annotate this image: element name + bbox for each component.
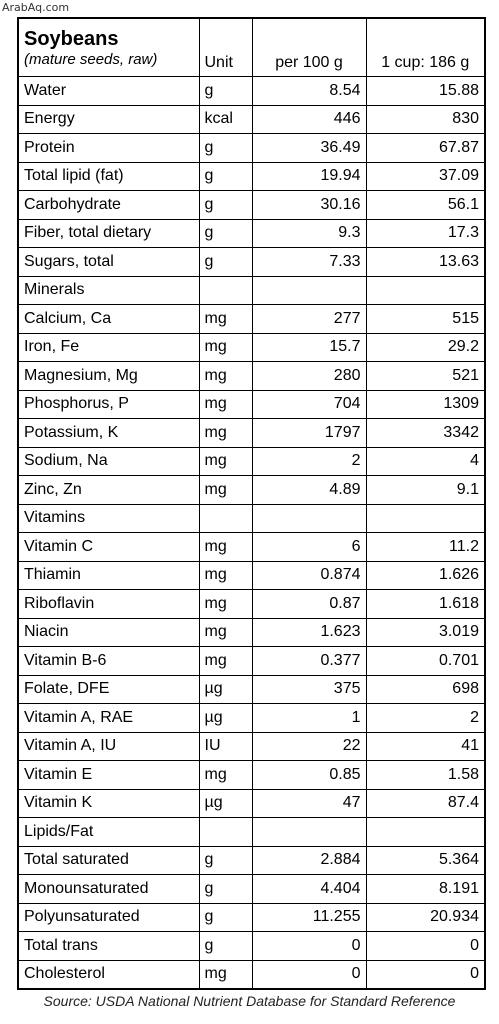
nutrient-name-cell: Fiber, total dietary [18,219,199,248]
table-row [18,590,485,619]
cup-value-cell: 3342 [366,419,485,448]
unit-cell [199,818,252,847]
cup-value-cell: 521 [366,362,485,391]
per100-value-cell: 280 [252,362,366,391]
unit-cell: mg [199,590,252,619]
cup-value-cell: 67.87 [366,134,485,163]
unit-cell: g [199,932,252,961]
nutrient-name-cell: Cholesterol [18,960,199,989]
nutrient-name-cell: Calcium, Ca [18,305,199,334]
cup-value-cell: 17.3 [366,219,485,248]
cup-value-cell: 56.1 [366,191,485,220]
per100-value-cell: 2.884 [252,846,366,875]
unit-cell: g [199,134,252,163]
table-row [18,447,485,476]
unit-cell: mg [199,390,252,419]
table-row [18,134,485,163]
cup-value-cell: 37.09 [366,162,485,191]
cup-value-cell: 1.58 [366,761,485,790]
cup-value-cell: 20.934 [366,903,485,932]
table-row [18,618,485,647]
table-row [18,162,485,191]
nutrient-name-cell: Phosphorus, P [18,390,199,419]
per100-value-cell [252,504,366,533]
nutrient-name-cell: Sodium, Na [18,447,199,476]
table-row [18,105,485,134]
title-cell [18,18,199,77]
table-row [18,818,485,847]
cup-value-cell: 0 [366,932,485,961]
cup-value-cell: 0.701 [366,647,485,676]
table-header-row [18,18,485,77]
table-row [18,191,485,220]
table-row [18,903,485,932]
unit-column-header: Unit [199,18,252,77]
table-row [18,276,485,305]
table-row [18,846,485,875]
table-row [18,789,485,818]
nutrient-name-cell: Lipids/Fat [18,818,199,847]
unit-cell: g [199,903,252,932]
unit-cell: g [199,248,252,277]
unit-cell: mg [199,960,252,989]
unit-cell: mg [199,362,252,391]
nutrient-name-cell: Potassium, K [18,419,199,448]
per100-value-cell: 446 [252,105,366,134]
nutrient-name-cell: Vitamin B-6 [18,647,199,676]
unit-cell: kcal [199,105,252,134]
unit-cell: mg [199,533,252,562]
nutrient-name-cell: Monounsaturated [18,875,199,904]
table-row [18,476,485,505]
per100-value-cell: 0.85 [252,761,366,790]
unit-cell: g [199,162,252,191]
nutrient-name-cell: Thiamin [18,561,199,590]
unit-cell: g [199,77,252,106]
cup-value-cell: 41 [366,732,485,761]
per100-value-cell: 19.94 [252,162,366,191]
nutrient-name-cell: Water [18,77,199,106]
cup-value-cell [366,818,485,847]
cup-value-cell: 29.2 [366,333,485,362]
table-row [18,248,485,277]
cup-value-cell: 8.191 [366,875,485,904]
watermark: ArabAq.com [2,1,70,14]
per100-value-cell: 1.623 [252,618,366,647]
unit-cell [199,504,252,533]
per100-value-cell: 30.16 [252,191,366,220]
table-row [18,704,485,733]
per100-value-cell: 9.3 [252,219,366,248]
per100-value-cell: 11.255 [252,903,366,932]
table-row [18,333,485,362]
nutrient-name-cell: Carbohydrate [18,191,199,220]
unit-cell: µg [199,704,252,733]
nutrient-name-cell: Iron, Fe [18,333,199,362]
cup-value-cell [366,276,485,305]
cup-value-cell: 9.1 [366,476,485,505]
cup-value-cell: 1.618 [366,590,485,619]
table-row [18,875,485,904]
per100-value-cell: 1797 [252,419,366,448]
cup-value-cell: 515 [366,305,485,334]
per100-value-cell: 704 [252,390,366,419]
per100-value-cell: 0.377 [252,647,366,676]
cup-column-header: 1 cup: 186 g [366,18,485,77]
cup-value-cell: 4 [366,447,485,476]
per100-value-cell: 4.89 [252,476,366,505]
table-row [18,305,485,334]
nutrient-name-cell: Sugars, total [18,248,199,277]
table-row [18,390,485,419]
unit-cell: g [199,875,252,904]
table-row [18,504,485,533]
per100-column-header: per 100 g [252,18,366,77]
unit-cell: mg [199,447,252,476]
nutrient-name-cell: Vitamin A, IU [18,732,199,761]
per100-value-cell: 1 [252,704,366,733]
per100-value-cell: 0 [252,960,366,989]
table-row [18,219,485,248]
nutrient-name-cell: Polyunsaturated [18,903,199,932]
table-row [18,77,485,106]
cup-value-cell: 0 [366,960,485,989]
per100-value-cell [252,276,366,305]
per100-value-cell: 4.404 [252,875,366,904]
cup-value-cell: 15.88 [366,77,485,106]
table-title: Soybeans [24,27,119,50]
nutrient-name-cell: Minerals [18,276,199,305]
unit-cell: µg [199,789,252,818]
nutrient-name-cell: Vitamins [18,504,199,533]
per100-value-cell: 2 [252,447,366,476]
unit-cell: mg [199,419,252,448]
cup-value-cell: 1.626 [366,561,485,590]
per100-value-cell: 277 [252,305,366,334]
nutrient-name-cell: Vitamin C [18,533,199,562]
cup-value-cell: 830 [366,105,485,134]
cup-value-cell: 2 [366,704,485,733]
nutrient-name-cell: Folate, DFE [18,675,199,704]
per100-value-cell: 0 [252,932,366,961]
nutrient-name-cell: Total lipid (fat) [18,162,199,191]
unit-cell: mg [199,333,252,362]
unit-cell: mg [199,476,252,505]
nutrition-table [17,17,486,990]
unit-cell: g [199,219,252,248]
table-row [18,647,485,676]
table-row [18,932,485,961]
nutrient-name-cell: Vitamin A, RAE [18,704,199,733]
cup-value-cell [366,504,485,533]
cup-value-cell: 1309 [366,390,485,419]
nutrient-name-cell: Vitamin K [18,789,199,818]
unit-cell: IU [199,732,252,761]
source-note: Source: USDA National Nutrient Database for Standard Reference [43,993,456,1009]
table-subtitle: (mature seeds, raw) [24,50,158,68]
per100-value-cell: 0.874 [252,561,366,590]
per100-value-cell: 36.49 [252,134,366,163]
cup-value-cell: 87.4 [366,789,485,818]
unit-cell: mg [199,305,252,334]
table-row [18,732,485,761]
cup-value-cell: 3.019 [366,618,485,647]
table-row [18,561,485,590]
unit-cell: mg [199,647,252,676]
per100-value-cell: 8.54 [252,77,366,106]
nutrient-name-cell: Zinc, Zn [18,476,199,505]
cup-value-cell: 11.2 [366,533,485,562]
nutrient-name-cell: Total trans [18,932,199,961]
nutrient-name-cell: Protein [18,134,199,163]
unit-cell: mg [199,561,252,590]
table-row [18,675,485,704]
unit-cell: µg [199,675,252,704]
cup-value-cell: 698 [366,675,485,704]
per100-value-cell: 7.33 [252,248,366,277]
table-row [18,362,485,391]
unit-cell: mg [199,761,252,790]
unit-cell [199,276,252,305]
unit-cell: g [199,191,252,220]
table-row [18,419,485,448]
cup-value-cell: 5.364 [366,846,485,875]
unit-cell: g [199,846,252,875]
nutrient-name-cell: Niacin [18,618,199,647]
cup-value-cell: 13.63 [366,248,485,277]
nutrient-name-cell: Vitamin E [18,761,199,790]
nutrient-name-cell: Total saturated [18,846,199,875]
table-row [18,533,485,562]
table-row [18,960,485,989]
per100-value-cell: 6 [252,533,366,562]
unit-cell: mg [199,618,252,647]
per100-value-cell: 47 [252,789,366,818]
per100-value-cell [252,818,366,847]
table-row [18,761,485,790]
nutrient-name-cell: Magnesium, Mg [18,362,199,391]
per100-value-cell: 22 [252,732,366,761]
per100-value-cell: 0.87 [252,590,366,619]
per100-value-cell: 375 [252,675,366,704]
nutrient-name-cell: Riboflavin [18,590,199,619]
per100-value-cell: 15.7 [252,333,366,362]
nutrient-name-cell: Energy [18,105,199,134]
